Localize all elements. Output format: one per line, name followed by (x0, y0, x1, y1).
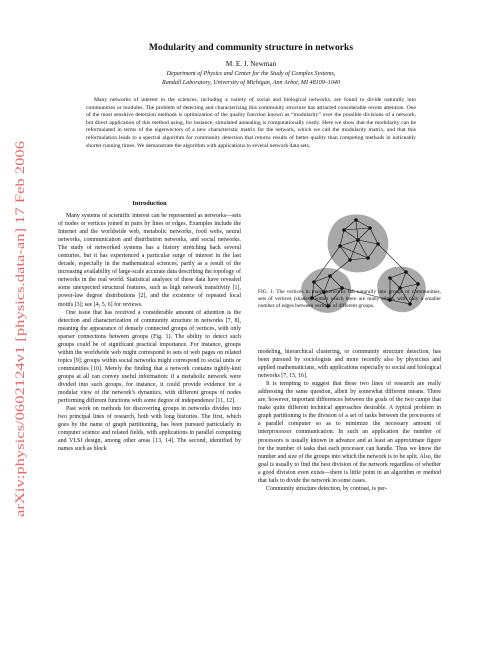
intro-paragraph-3: Past work on methods for discovering groups in networks divides into two principal lines of research, both with long histories. The first, which goes by the name of graph partitioning, has been pursued particularly in computer science and related fields, with applications in parallel computing and VLSI design, among other areas [13, 14]. The second, identified by names such as block (58, 406, 241, 453)
affiliation-line-1: Department of Physics and Center for the Study of Complex Systems, (166, 71, 336, 77)
intro-paragraph-1: Many systems of scientific interest can be represented as networks—sets of nodes or vertices joined in pairs by lines or edges. Examples include the Internet and the worldwide web, metabolic networks, food webs, neural networks, communication and distribution networks, and social networks. The study of networked systems has a history stretching back several centuries, but it has experienced a particular surge of interest in the last decade, especially in the mathematical sciences, partly as a result of the increasing availability of large-scale accurate data describing the topology of networks in the real world. Statistical analyses of these data have revealed some unexpected structural features, such as high network transitivity [1], power-law degree distributions [2], and the existence of repeated local motifs [3]; see [4, 5, 6] for reviews. (58, 213, 241, 308)
right-paragraph-2: It is tempting to suggest that these two lines of research are really addressing the same question, albeit by somewhat different means. There are, however, important differences between the goals of the two camps that make quite different technical approaches desirable. A typical problem in graph partitioning is the division of a set of tasks between the processors of a parallel computer so as to minimize the necessary amount of interprocessor communication. In such an application the number of processors is usually known in advance and at least an approximate figure for the number of tasks that each processor can handle. Thus we know the number and size of the groups into which the network is to be split. Also, the goal is usually to find the best division of the network regardless of whether a good division even exists—there is little point in an algorithm or method that fails to divide the network in some cases. (258, 381, 441, 484)
section-heading-introduction: Introduction (132, 200, 167, 207)
paper-affiliation (0, 70, 502, 87)
left-column (58, 197, 241, 453)
right-column (258, 348, 441, 493)
figure-1-caption: FIG. 1: The vertices in many networks fall naturally into groups or communities, sets of vertices (shaded) within which there are many edges, with only a smaller number of edges between vertices of different groups. (258, 289, 441, 310)
abstract (86, 97, 416, 150)
affiliation-line-2: Randall Laboratory, University of Michigan, Ann Arbor, MI 48109–1040 (161, 79, 340, 86)
paper-title: Modularity and community structure in networks (148, 42, 354, 53)
intro-paragraph-2: One issue that has received a considerable amount of attention is the detection and characterization of community structure in networks [7, 8], meaning the appearance of densely connected groups of vertices, with only sparser connections between groups (Fig. 1). The ability to detect such groups could be of significant practical importance. For instance, groups within the worldwide web might correspond to sets of web pages on related topics [9]; groups within social networks might correspond to social units or communities [10]. Merely the finding that a network contains tightly-knit groups at all can convey useful information: if a metabolic network were divided into such groups, for instance, it could provide evidence for a modular view of the network’s dynamics, with different groups of nodes performing different functions with some degree of independence [11, 12]. (58, 309, 241, 405)
right-paragraph-3: Community structure detection, by contrast, is per- (266, 485, 387, 492)
paper-author: M. E. J. Newman (225, 60, 277, 68)
right-paragraph-1: modeling, hierarchical clustering, or community structure detection, has been pursued by sociologists and more recently also by physicists and applied mathematicians, with applications especially to social and biological networks [7, 15, 16]. (258, 349, 441, 380)
arxiv-identifier-text: arXiv:physics/0602124v1 [physics.data-an] 17 Feb 2006 (13, 240, 27, 517)
arxiv-side-identifier (4, 135, 32, 520)
abstract-text: Many networks of interest in the sciences, including a variety of social and biological networks, are found to divide naturally into communities or modules. The problem of detecting and characterizing this community structure has attracted considerable recent attention. One of the most sensitive detection methods is optimization of the quality function known as “modularity” over the possible divisions of a network, but direct application of this method using, for instance, simulated annealing is computationally costly. Here we show that the modularity can be reformulated in terms of the eigenvectors of a new characteristic matrix for the network, which we call the modularity matrix, and that this reformulation leads to a spectral algorithm for community detection that returns results of better quality than competing methods in noticeably shorter running times. We demonstrate the algorithm with applications to several network data sets. (86, 97, 416, 149)
